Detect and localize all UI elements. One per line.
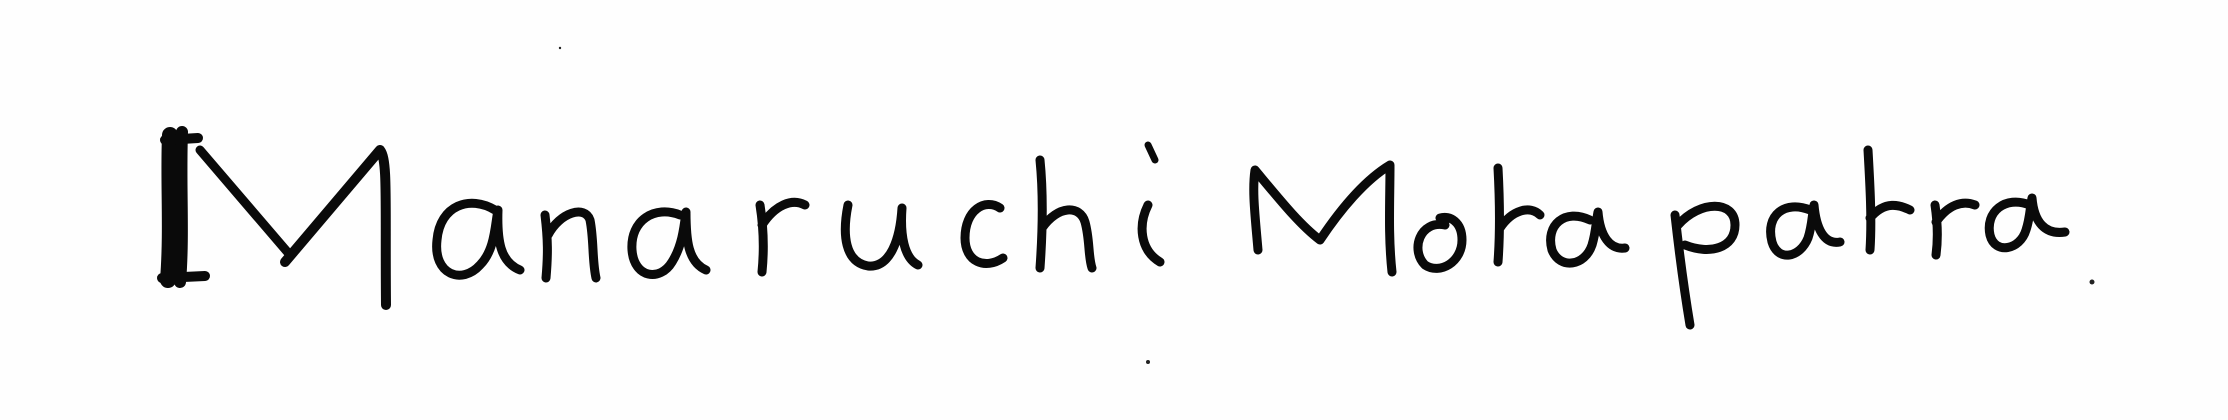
- letter-n-1: [545, 212, 596, 278]
- letter-u-1: [845, 205, 918, 266]
- letter-o-1: [1418, 217, 1462, 268]
- letter-i-1: [1142, 205, 1160, 262]
- paper-speck: [1146, 360, 1150, 364]
- letter-r-2: [1935, 203, 1975, 255]
- letter-h-2: [1498, 168, 1540, 262]
- letter-a-1: [437, 203, 520, 275]
- letter-a-5: [1989, 198, 2065, 248]
- letter-a-4: [1771, 205, 1840, 255]
- paper-speck: [559, 47, 561, 49]
- letter-M-1: [162, 132, 386, 305]
- letter-c-1: [965, 205, 1003, 264]
- letter-a-3: [1551, 212, 1625, 263]
- letter-t-1: [1868, 150, 1910, 250]
- letter-r-1: [760, 202, 805, 272]
- letter-a-2: [632, 212, 706, 275]
- letter-p-1: [1675, 206, 1735, 325]
- letter-i-dot: [1148, 145, 1155, 160]
- letter-M-2: [1254, 165, 1392, 272]
- paper-speck: [2090, 280, 2095, 285]
- letter-h-1: [1040, 160, 1092, 268]
